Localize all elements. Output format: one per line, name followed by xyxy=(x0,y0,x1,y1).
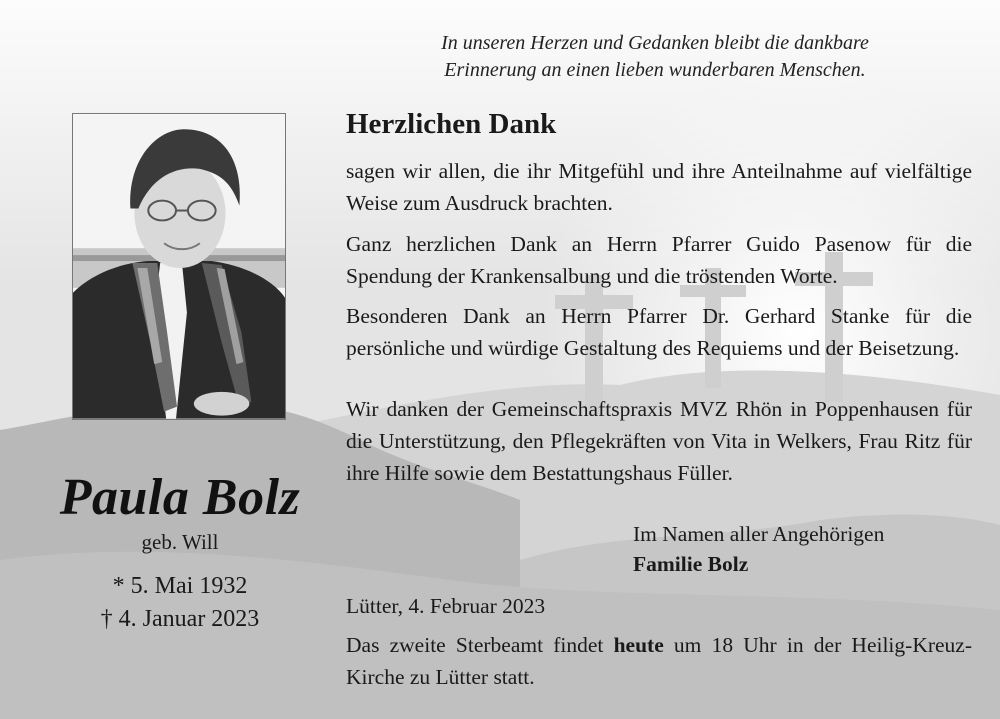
thanks-paragraph-4: Wir danken der Gemeinschaftspraxis MVZ Rhön in Poppenhausen für die Unterstützung, den Pflegekräften von Vita in Welkers, Frau Ritz für ihre Hilfe sowie dem Bestattungshaus Füller. xyxy=(346,397,972,485)
announcement-text-end: um 18 Uhr in der Heilig-Kreuz-Kirche zu Lütter statt. xyxy=(346,633,972,689)
death-date: † 4. Januar 2023 xyxy=(100,606,260,632)
thanks-paragraph-3: Besonderen Dank an Herrn Pfarrer Dr. Gerhard Stanke für die persönliche und würdige Gestaltung des Requiems und der Beisetzung. xyxy=(346,304,972,360)
memorial-motto xyxy=(370,30,940,84)
birth-date: * 5. Mai 1932 xyxy=(112,573,248,599)
motto-line-2: Erinnerung an einen lieben wunderbaren Menschen. xyxy=(444,59,866,81)
signoff-line: Im Namen aller Angehörigen xyxy=(633,522,885,546)
notice-heading: Herzlichen Dank xyxy=(346,108,557,140)
birth-name: geb. Will xyxy=(141,530,219,554)
announcement-emphasis: heute xyxy=(613,633,664,657)
portrait-photo xyxy=(72,113,286,420)
place-and-date: Lütter, 4. Februar 2023 xyxy=(346,594,546,618)
announcement-text-start: Das zweite Sterbeamt findet xyxy=(346,633,614,657)
thanks-paragraph-2: Ganz herzlichen Dank an Herrn Pfarrer Guido Pasenow für die Spendung der Krankensalbung und die tröstenden Worte. xyxy=(346,232,972,288)
motto-line-1: In unseren Herzen und Gedanken bleibt die dankbare xyxy=(441,32,869,54)
thanks-paragraph-1: sagen wir allen, die ihr Mitgefühl und ihre Anteilnahme auf vielfältige Weise zum Ausdruck brachten. xyxy=(346,159,972,215)
mass-announcement xyxy=(346,629,972,693)
family-signature: Familie Bolz xyxy=(633,552,749,576)
deceased-name: Paula Bolz xyxy=(59,469,301,526)
